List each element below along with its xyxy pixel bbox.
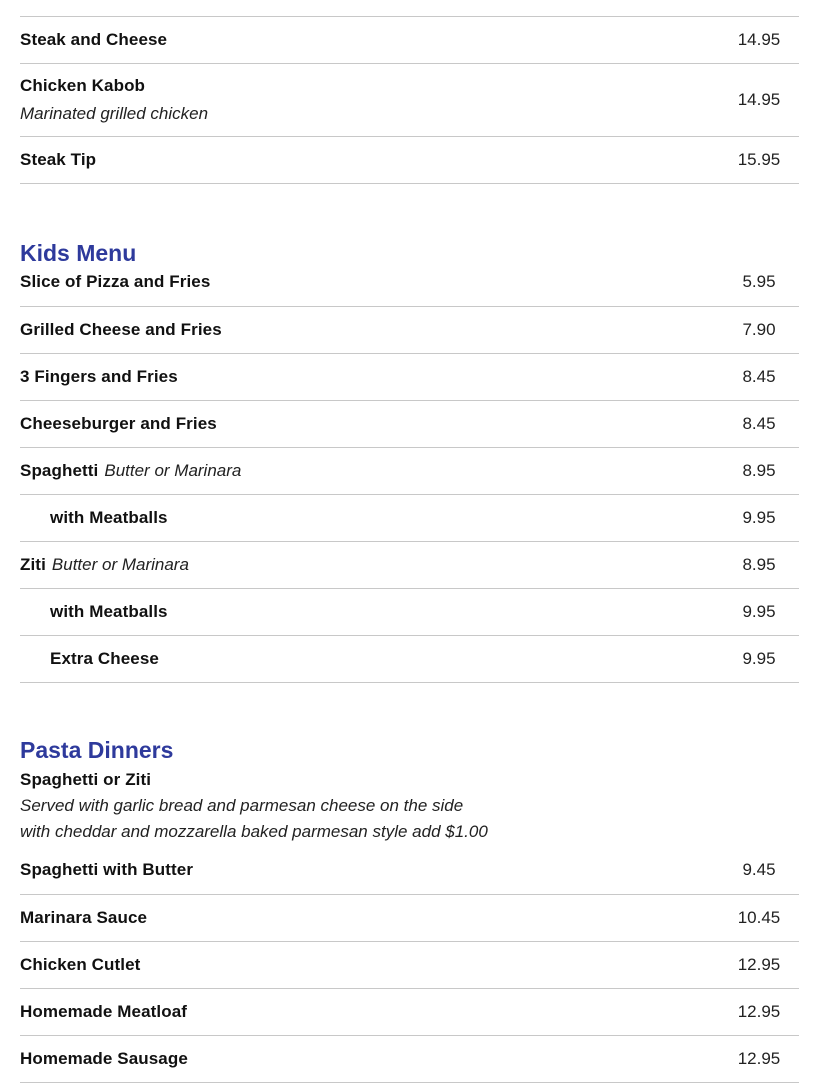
menu-item-cheeseburger [20, 401, 799, 448]
item-name: with Meatballs [50, 602, 168, 621]
item-name: Slice of Pizza and Fries [20, 272, 211, 291]
intro-name: Spaghetti or Ziti [20, 770, 152, 789]
menu-item-ziti-with-meatballs [20, 589, 799, 636]
intro-description-line-2: with cheddar and mozzarella baked parmesan style add $1.00 [20, 822, 488, 841]
menu-item-homemade-sausage [20, 1036, 799, 1083]
item-name: Marinara Sauce [20, 908, 148, 927]
menu-item-chicken-cutlet [20, 942, 799, 989]
item-name: Chicken Cutlet [20, 955, 141, 974]
item-price: 5.95 [742, 272, 776, 291]
menu-item-spaghetti [20, 448, 799, 495]
section-title-kids-menu: Kids Menu [20, 240, 137, 266]
pasta-dinners-list [20, 845, 799, 1083]
item-name: Chicken Kabob [20, 76, 146, 95]
menu-item-grilled-cheese [20, 307, 799, 354]
menu-item-extra-cheese [20, 636, 799, 683]
menu-item-3-fingers [20, 354, 799, 401]
menu-item-steak-and-cheese [20, 17, 799, 64]
item-description: Butter or Marinara [51, 555, 189, 574]
menu-item-chicken-kabob [20, 64, 799, 137]
item-price: 14.95 [737, 90, 781, 109]
item-name: Spaghetti [20, 461, 99, 480]
kids-menu-list [20, 270, 799, 683]
item-price: 9.95 [742, 508, 776, 527]
item-name: Homemade Meatloaf [20, 1002, 188, 1021]
menu-item-spaghetti-with-meatballs [20, 495, 799, 542]
item-price: 12.95 [737, 1002, 781, 1021]
item-description: Butter or Marinara [104, 461, 242, 480]
item-name: Grilled Cheese and Fries [20, 320, 222, 339]
item-price: 7.90 [742, 320, 776, 339]
item-name: Cheeseburger and Fries [20, 414, 217, 433]
item-name: Spaghetti with Butter [20, 859, 194, 879]
item-price: 14.95 [737, 30, 781, 49]
section-title-pasta-dinners: Pasta Dinners [20, 737, 174, 763]
item-price: 9.95 [742, 602, 776, 621]
item-name: Ziti [20, 555, 46, 574]
menu-item-ziti [20, 542, 799, 589]
menu-page [20, 0, 799, 1083]
item-price: 9.95 [742, 649, 776, 668]
prev-section-list [20, 17, 799, 184]
item-name: Steak Tip [20, 150, 97, 169]
item-name: with Meatballs [50, 508, 168, 527]
item-price: 12.95 [737, 955, 781, 974]
item-price: 15.95 [737, 150, 781, 169]
menu-item-steak-tip [20, 137, 799, 184]
item-price: 8.95 [742, 461, 776, 480]
item-name: Steak and Cheese [20, 30, 168, 49]
item-name: Homemade Sausage [20, 1049, 188, 1068]
item-name: 3 Fingers and Fries [20, 367, 178, 386]
intro-description-line-1: Served with garlic bread and parmesan cheese on the side [20, 796, 464, 815]
cut-off-previous-row [20, 0, 799, 17]
menu-item-homemade-meatloaf [20, 989, 799, 1036]
pasta-intro [20, 767, 799, 845]
item-description: Marinated grilled chicken [20, 104, 209, 123]
menu-item-slice-of-pizza [20, 270, 799, 307]
item-price: 12.95 [737, 1049, 781, 1068]
item-price: 8.45 [742, 367, 776, 386]
item-price: 9.45 [742, 859, 776, 879]
menu-item-marinara-sauce [20, 895, 799, 942]
item-price: 8.95 [742, 555, 776, 574]
item-price: 10.45 [737, 908, 781, 927]
item-name: Extra Cheese [50, 649, 159, 668]
menu-item-spaghetti-with-butter [20, 845, 799, 895]
item-price: 8.45 [742, 414, 776, 433]
